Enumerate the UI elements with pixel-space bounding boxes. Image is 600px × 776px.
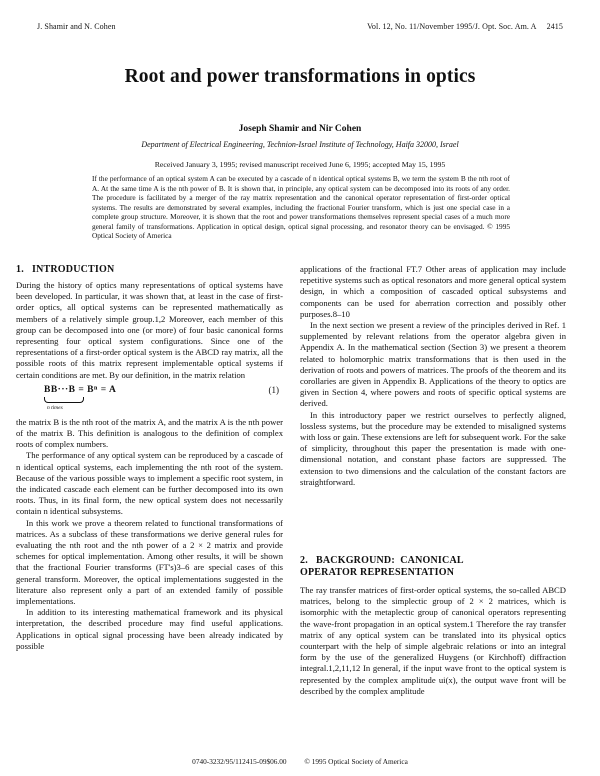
intro-paragraph-2: the matrix B is the nth root of the matrix A, and the matrix A is the nth power of the matrix B. This definition is analogous to the definition of complex roots of complex numbers.	[16, 416, 283, 450]
paper-title: Root and power transformations in optics	[124, 66, 476, 87]
equation-1-expression: BB···B = Bⁿ = A	[44, 384, 117, 395]
abstract: If the performance of an optical system A can be executed by a cascade of n identical optical systems B, we term the system B the nth root of A. At the same time A is the nth power of B. It is shown that, in principle, any optical system can be decomposed into its roots of any order. The procedure is facilitated by a merger of the ray matrix representation and the canonical operator representation of first-order optical systems. The results are demonstrated by several examples, including the fractional Fourier transform, which is just one special case in a complete group structure. Moreover, it is shown that the root and power transformations themselves represent special cases of a much more general family of transformations. Application in optical design, optical signal processing, and resonator theory can be envisaged. © 1995 Optical Society of America	[92, 174, 510, 240]
running-header-authors: J. Shamir and N. Cohen	[37, 22, 116, 31]
intro-paragraph-1: During the history of optics many representations of optical systems have been developed. In particular, it was shown that, at least in the case of first-order optics, all optical systems can be represented mathematically as members of a relatively simple group.1,2 Moreover, each member of this group can be decomposed into one (or more) of four basic canonical forms representing four optical system configurations. Since one of the representations of a first-order optical system is the ABCD ray matrix, all the possible roots of this matrix represent implementable optical systems if certain conditions are met. By our definition, in the matrix relation	[16, 280, 283, 380]
footer	[0, 757, 600, 766]
section-2-heading-line-1: 2. BACKGROUND: CANONICAL	[300, 555, 464, 566]
section-2-body	[300, 585, 566, 697]
running-header-journal: Vol. 12, No. 11/November 1995/J. Opt. Soc. Am. A 2415	[367, 22, 563, 31]
equation-1	[16, 383, 283, 413]
affiliation: Department of Electrical Engineering, Technion-Israel Institute of Technology, Haifa 32000, Israel	[141, 140, 459, 149]
intro-paragraph-8: In this introductory paper we restrict ourselves to perfectly aligned, lossless systems, but the procedure may be extended to misaligned systems with loss or gain. These extensions are left for subsequent work. For the sake of simplicity, throughout this paper the presentation is made with one-dimensional notation, and constant phase factors are suppressed. The extension to two dimensions and the calculation of the constant factors are straightforward.	[300, 409, 566, 487]
received-dates: Received January 3, 1995; revised manuscript received June 6, 1995; accepted May 15, 1995	[154, 160, 446, 169]
equation-1-underbrace-label: n times	[47, 404, 63, 411]
equation-1-number: (1)	[268, 384, 279, 395]
section-1-heading: 1. INTRODUCTION	[16, 264, 115, 275]
intro-paragraph-5: In addition to its interesting mathematical framework and its physical interpretation, the described procedure may find useful applications. Applications in optical signal processing have been already indicated by possible	[16, 607, 283, 651]
intro-paragraph-3: The performance of any optical system can be reproduced by a cascade of n identical optical systems, each implementing the nth root of the system. Because of the various possible ways to implement a specific root system, in the indicated cascade each element can be further decomposed into its own roots. Thus, in its final form, the new optical system does not necessarily contain n identical subsystems.	[16, 450, 283, 517]
intro-paragraph-4: In this work we prove a theorem related to functional transformations of matrices. As a subclass of these transformations we derive general rules for evaluating the nth root and the nth power of a 2 × 2 matrix and provide schemes for optical implementation. Among other results, it will be shown that the fractional Fourier transforms (FT's)3–6 are special cases of this general transform. Moreover, the optical implementations suggested in the literature also represent only a part of an extended family of possible implementations.	[16, 517, 283, 607]
section-2-heading	[300, 555, 566, 579]
left-column	[16, 280, 283, 652]
right-column	[300, 264, 566, 488]
section-2-heading-line-2: OPERATOR REPRESENTATION	[300, 567, 455, 578]
intro-paragraph-7: In the next section we present a review of the principles derived in Ref. 1 supplemented by relevant relations from the operator algebra given in Appendix A. In the mathematical section (Section 3) we present a theorem related to holomorphic matrix transformations that is then used in the derivation of roots and powers of matrices. The proofs of the theorem and its corollaries are given in Appendix B. Applications of the theory to optics are given in Section 4, where powers and roots of specific optical systems are derived.	[300, 320, 566, 409]
footer-copyright: © 1995 Optical Society of America	[304, 757, 408, 766]
authors: Joseph Shamir and Nir Cohen	[238, 124, 362, 134]
background-paragraph-1: The ray transfer matrices of first-order optical systems, the so-called ABCD matrices, belong to the simplectic group of 2 × 2 matrices, which is isomorphic with the metaplectic group of canonical operators representing the wave-front propagation in an optical system.1 Therefore the ray transfer matrix of any optical system can be translated into its physical optics counterpart with the help of simple algebraic relations or into an integral form by the use of the generalized Huygens (or Kirchhoff) diffraction integral.1,2,11,12 In general, if the input wave front to the optical system is represented by the complex amplitude ui(x), the output wave front will be described by the complex amplitude	[300, 585, 566, 696]
intro-paragraph-6: applications of the fractional FT.7 Other areas of application may include repetitive systems such as optical resonators and more general optical system design, in which a composition of cascaded optical subsystems and components can be used for aberration correction and possibly other purposes.8–10	[300, 264, 566, 319]
footer-code: 0740-3232/95/112415-09$06.00	[192, 757, 287, 766]
